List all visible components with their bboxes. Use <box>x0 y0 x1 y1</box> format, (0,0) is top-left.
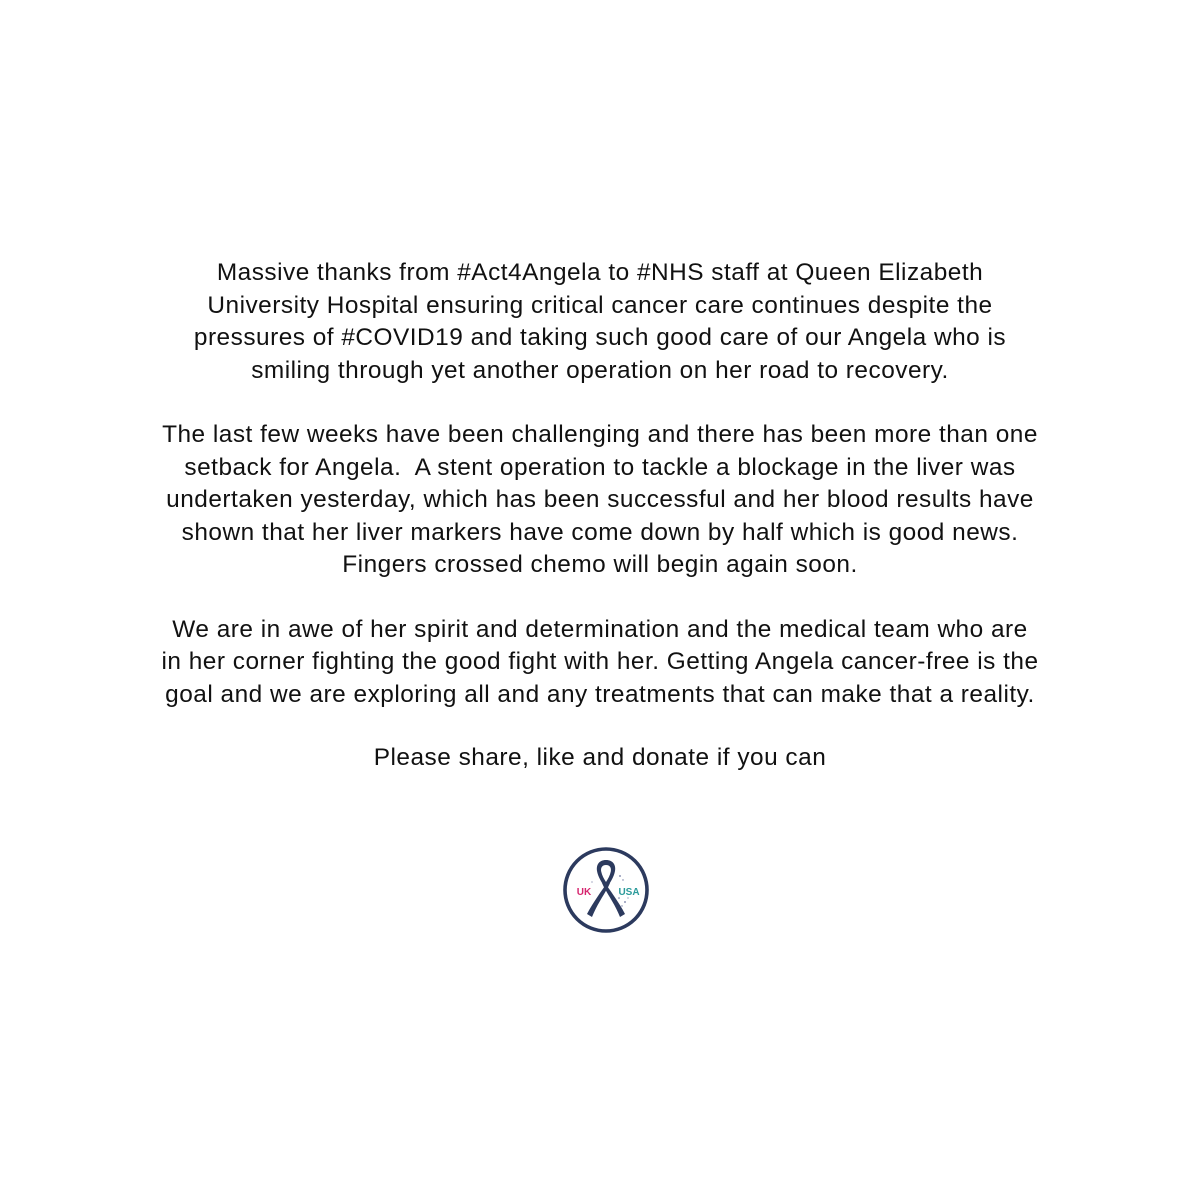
message-body <box>60 257 1140 775</box>
call-to-action <box>60 742 1140 775</box>
text-line: The last few weeks have been challenging and there has been more than one <box>162 421 1038 448</box>
text-line: in her corner fighting the good fight with her. Getting Angela cancer-free is the <box>161 648 1039 675</box>
text-line: Massive thanks from #Act4Angela to #NHS staff at Queen Elizabeth <box>216 259 984 286</box>
logo-uk-text: UK <box>576 887 592 898</box>
act4angela-logo <box>562 846 650 934</box>
awareness-ribbon-icon <box>562 846 650 934</box>
paragraph-thanks <box>60 257 1140 387</box>
text-line: Fingers crossed chemo will begin again soon. <box>342 551 858 578</box>
text-line: pressures of #COVID19 and taking such good care of our Angela who is <box>193 324 1007 351</box>
text-line: shown that her liver markers have come down by half which is good news. <box>181 518 1019 546</box>
text-line: We are in awe of her spirit and determination and the medical team who are <box>172 615 1028 643</box>
text-line: undertaken yesterday, which has been successful and her blood results have <box>166 486 1034 513</box>
text-line: smiling through yet another operation on her road to recovery. <box>251 356 949 384</box>
call-to-action-text: Please share, like and donate if you can <box>373 744 827 771</box>
text-line: setback for Angela. A stent operation to tackle a blockage in the liver was <box>184 453 1016 481</box>
paragraph-update <box>60 419 1140 582</box>
text-line: goal and we are exploring all and any treatments that can make that a reality. <box>165 680 1035 708</box>
logo-usa-text: USA <box>618 887 640 898</box>
text-line: University Hospital ensuring critical cancer care continues despite the <box>207 291 993 319</box>
paragraph-awe <box>60 614 1140 712</box>
